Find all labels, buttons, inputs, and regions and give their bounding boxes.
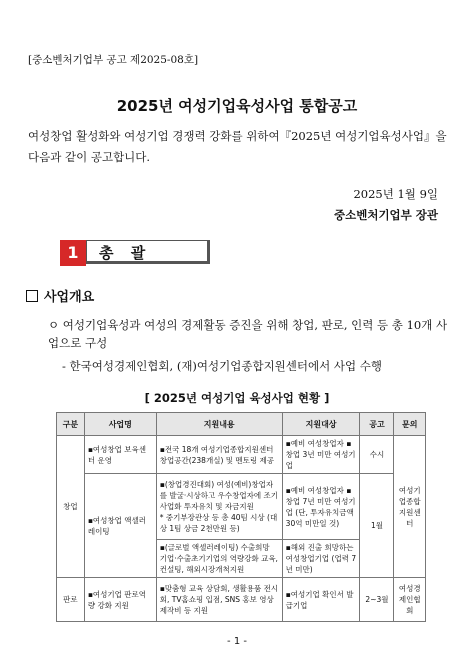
programs-table [56,412,426,622]
header-program: 사업명 [84,413,156,436]
announcement-date: 2025년 1월 9일 [353,187,438,201]
header-target: 지원대상 [282,413,360,436]
contact-cell: 여성기업종합지원센터 [394,436,426,578]
program-cell: ▪여성창업 보육센터 운영 [84,436,156,474]
header-contact: 문의 [394,413,426,436]
content-cell: ▪(글로벌 액셀러레이팅) 수출희망 기업·수출초기기업의 역량강화 교육, 컨설팅, 해외시장개척지원 [156,540,282,578]
category-cell: 창업 [57,436,85,578]
table-row [57,474,426,540]
program-cell: ▪여성창업 액셀러레이팅 [84,474,156,578]
target-cell: ▪여성기업 확인서 발급기업 [282,578,360,622]
content-cell: ▪맞춤형 교육 상담회, 생활용품 전시회, TV홈쇼핑 입점, SNS 홍보 영상 제작비 등 지원 [156,578,282,622]
overview-bullet: ㅇ 여성기업육성과 여성의 경제활동 증진을 위해 창업, 판로, 인력 등 총 10개 사업으로 구성 [48,318,448,350]
page-number: - 1 - [227,636,247,647]
notice-number: [중소벤처기업부 공고 제2025-08호] [28,54,199,66]
table-row [57,436,426,474]
content-cell [156,474,282,540]
table-row [57,578,426,622]
issuer-name: 중소벤처기업부 장관 [334,208,438,222]
notice-cell: 1월 [360,474,394,578]
program-cell: ▪여성기업 판로역량 강화 지원 [84,578,156,622]
overview-heading [26,286,94,305]
header-content: 지원내용 [156,413,282,436]
contact-cell: 여성경제인협회 [394,578,426,622]
overview-sub-bullet: - 한국여성경제인협회, (재)여성기업종합지원센터에서 사업 수행 [62,359,382,373]
checkbox-square-icon [26,290,38,302]
table-title: [ 2025년 여성기업 육성사업 현황 ] [144,391,330,405]
content-cell: ▪전국 18개 여성기업종합지원센터 창업공간(238개실) 및 멘토링 제공 [156,436,282,474]
target-cell: ▪예비 여성창업자 ▪창업 7년 미만 여성기업 (단, 투자유치금액 30억 미만일 것) [282,474,360,540]
category-cell: 판로 [57,578,85,622]
header-notice: 공고 [360,413,394,436]
document-title: 2025년 여성기업육성사업 통합공고 [116,97,358,115]
header-category: 구분 [57,413,85,436]
intro-paragraph: 여성창업 활성화와 여성기업 경쟁력 강화를 위하여『2025년 여성기업육성사업』을 다음과 같이 공고합니다. [28,129,447,164]
overview-heading-text: 사업개요 [44,290,95,305]
section-title: 총 괄 [86,240,210,264]
content-note: * 중기부장관상 등 총 40팀 시상 (대상 1팀 상금 2천만원 등) [159,513,278,533]
target-cell: ▪해외 진출 희망하는 여성창업기업 (업력 7년 미만) [282,540,360,578]
section-number: 1 [60,240,86,266]
target-cell: ▪예비 여성창업자 ▪창업 3년 미만 여성기업 [282,436,360,474]
content-text: ▪(창업경진대회) 여성(예비)창업자를 발굴·시상하고 우수창업자에 조기 사업화 투자유치 및 자금지원 [159,480,278,511]
table-header-row [57,413,426,436]
notice-cell: 2~3월 [360,578,394,622]
notice-cell: 수시 [360,436,394,474]
